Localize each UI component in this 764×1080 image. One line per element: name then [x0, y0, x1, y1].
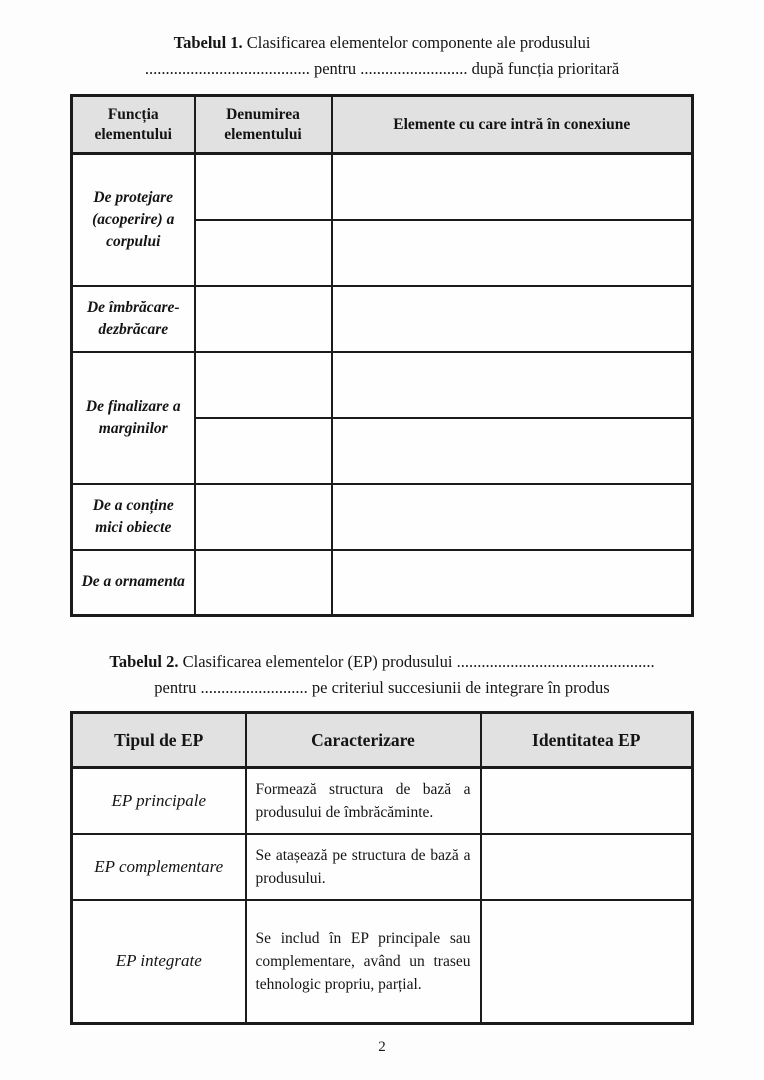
- table-row: [72, 900, 693, 1024]
- t1-empty-cell: [195, 154, 332, 220]
- t2-tip-complementare: EP complementare: [72, 834, 246, 900]
- t1-label-imbracare: De îmbrăcare-dezbrăcare: [72, 286, 195, 352]
- t2-tip-principale: EP principale: [72, 768, 246, 834]
- table2-caption-line1: [20, 649, 744, 675]
- table-row: [72, 550, 693, 616]
- t1-header-denumirea: Denumirea elementului: [195, 96, 332, 154]
- table2-caption-text: Clasificarea elementelor (EP) produsului ................................................: [182, 652, 655, 671]
- t1-label-protejare: De protejare (acoperire) a corpului: [72, 154, 195, 286]
- t1-empty-cell: [332, 154, 693, 220]
- t2-header-identitatea: Identitatea EP: [481, 713, 693, 768]
- table-row: [72, 352, 693, 418]
- table2-caption: [20, 649, 744, 701]
- t2-tip-integrate: EP integrate: [72, 900, 246, 1024]
- t1-empty-cell: [195, 418, 332, 484]
- t2-identitate-cell: [481, 768, 693, 834]
- t1-empty-cell: [332, 484, 693, 550]
- table2-header-row: [72, 713, 693, 768]
- table1-caption: [20, 0, 744, 82]
- t1-empty-cell: [195, 286, 332, 352]
- t1-empty-cell: [332, 550, 693, 616]
- t1-empty-cell: [332, 286, 693, 352]
- page-number: 2: [378, 1039, 386, 1055]
- t1-label-ornamenta: De a ornamenta: [72, 550, 195, 616]
- table-row: [72, 286, 693, 352]
- t1-header-functia: Funcția elementului: [72, 96, 195, 154]
- t2-identitate-cell: [481, 834, 693, 900]
- table-row: [72, 484, 693, 550]
- table1-caption-line2: ........................................ pentru .......................... după funcția prioritară: [144, 59, 620, 78]
- t1-label-contine: De a conține mici obiecte: [72, 484, 195, 550]
- t1-empty-cell: [332, 418, 693, 484]
- table1-caption-line1: [20, 30, 744, 56]
- t1-empty-cell: [195, 550, 332, 616]
- table1-caption-label: Tabelul 1.: [173, 33, 243, 52]
- t1-empty-cell: [195, 220, 332, 286]
- t1-empty-cell: [195, 484, 332, 550]
- table-row: [72, 768, 693, 834]
- t2-caracterizare-cell: Se atașează pe structura de bază a produsului.: [246, 834, 481, 900]
- table1-header-row: [72, 96, 693, 154]
- table1: [70, 94, 694, 617]
- table2: [70, 711, 694, 1025]
- t2-header-tipul: Tipul de EP: [72, 713, 246, 768]
- table-row: [72, 834, 693, 900]
- t2-header-caracterizare: Caracterizare: [246, 713, 481, 768]
- table2-caption-label: Tabelul 2.: [109, 652, 179, 671]
- t2-caracterizare-cell: Se includ în EP principale sau complementare, având un traseu tehnologic propriu, parțial.: [246, 900, 481, 1024]
- t1-header-elemente: Elemente cu care intră în conexiune: [332, 96, 693, 154]
- table1-caption-text: Clasificarea elementelor componente ale produsului: [246, 33, 591, 52]
- table-row: [72, 154, 693, 220]
- table2-caption-line2: pentru .......................... pe criteriul succesiunii de integrare în produs: [154, 678, 610, 697]
- t1-empty-cell: [195, 352, 332, 418]
- t2-caracterizare-cell: Formează structura de bază a produsului de îmbrăcăminte.: [246, 768, 481, 834]
- t1-empty-cell: [332, 220, 693, 286]
- t2-identitate-cell: [481, 900, 693, 1024]
- t1-label-finalizare: De finalizare a marginilor: [72, 352, 195, 484]
- t1-empty-cell: [332, 352, 693, 418]
